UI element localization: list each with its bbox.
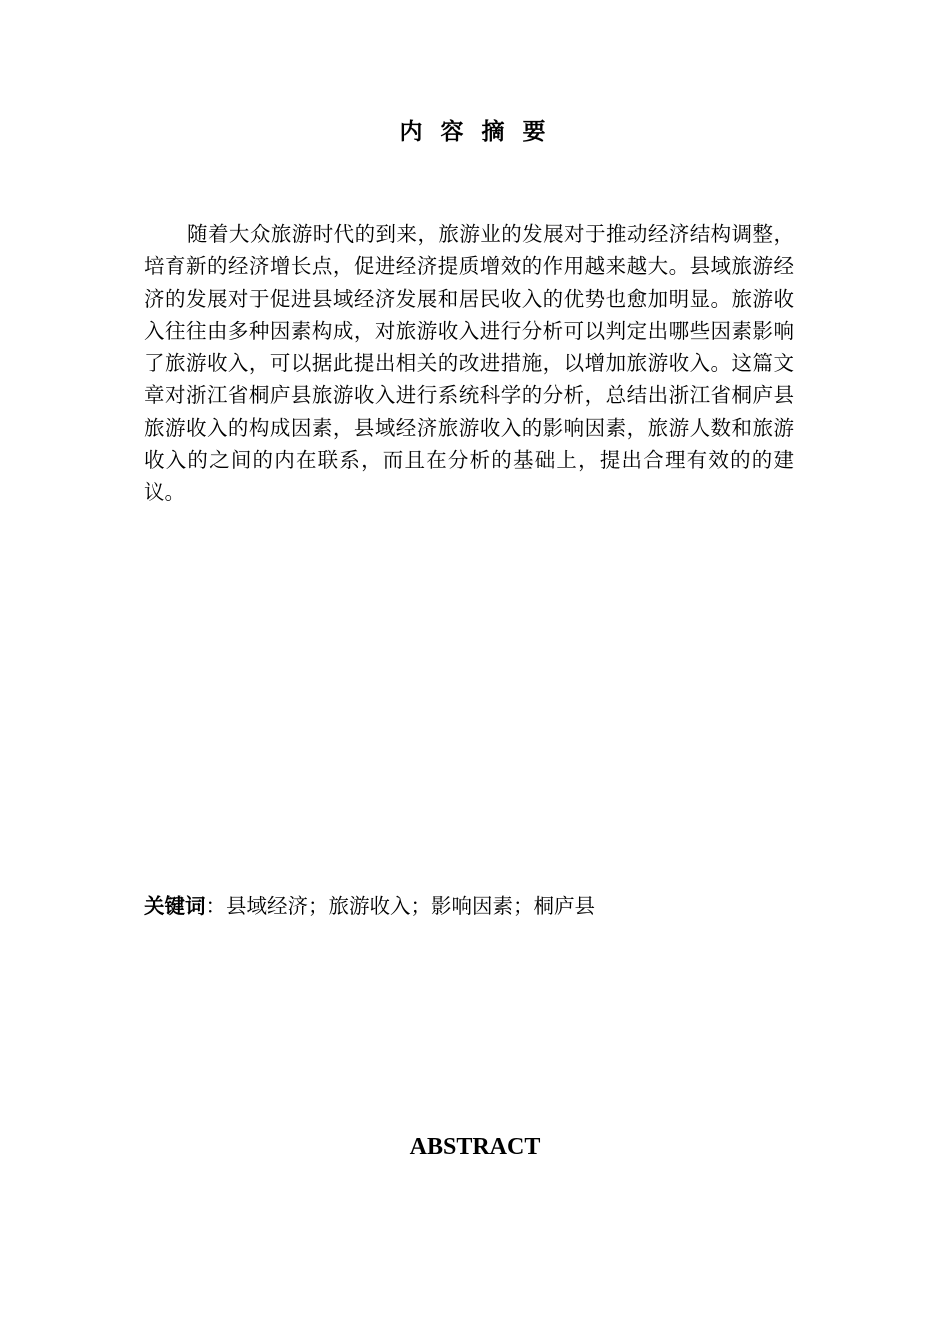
keywords-value: 县域经济；旅游收入；影响因素；桐庐县: [226, 894, 595, 918]
keywords-label: 关键词: [144, 894, 206, 918]
keywords-separator: ：: [205, 894, 226, 918]
keywords-line: [144, 890, 804, 922]
abstract-body: 随着大众旅游时代的到来，旅游业的发展对于推动经济结构调整，培育新的经济增长点，促进经济提质增效的作用越来越大。县域旅游经济的发展对于促进县域经济发展和居民收入的优势也愈加明显。旅游收入往往由多种因素构成，对旅游收入进行分析可以判定出哪些因素影响了旅游收入，可以据此提出相关的改进措施，以增加旅游收入。这篇文章对浙江省桐庐县旅游收入进行系统科学的分析，总结出浙江省桐庐县旅游收入的构成因素，县域经济旅游收入的影响因素，旅游人数和旅游收入的之间的内在联系，而且在分析的基础上，提出合理有效的的建议。: [144, 222, 794, 505]
english-abstract-title: ABSTRACT: [409, 1134, 541, 1160]
abstract-title: 内 容 摘 要: [399, 119, 551, 145]
